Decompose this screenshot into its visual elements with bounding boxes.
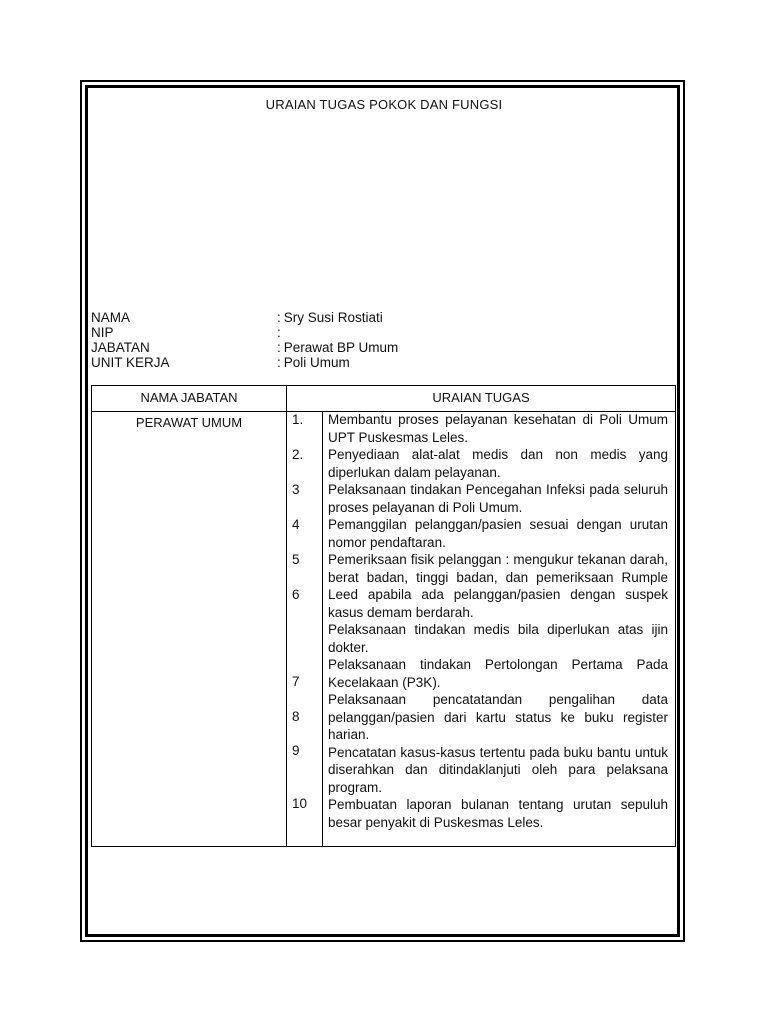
task-item: Penyediaan alat-alat medis dan non medis yang diperlukan dalam pelayanan.: [328, 447, 668, 480]
task-number: 1.: [292, 412, 304, 427]
task-item: Pelaksanaan pencatatandan pengalihan data pelanggan/pasien dari kartu status ke buku register harian.: [328, 692, 668, 742]
task-item: Pelaksanaan tindakan medis bila diperlukan atas ijin dokter.: [328, 622, 668, 655]
info-row-unit-kerja: UNIT KERJA : Poli Umum: [91, 355, 350, 370]
duties-table: [91, 385, 676, 847]
info-value: Perawat BP Umum: [283, 340, 399, 355]
info-row-nama: NAMA : Sry Susi Rostiati: [91, 310, 383, 325]
info-label: UNIT KERJA: [91, 355, 170, 370]
task-number: 7: [292, 674, 300, 689]
task-list: [328, 411, 668, 831]
table-divider: [322, 411, 323, 846]
task-number: 8: [292, 709, 300, 724]
task-item: Pembuatan laporan bulanan tentang urutan sepuluh besar penyakit di Puskesmas Leles.: [328, 797, 668, 830]
task-number: 6: [292, 587, 300, 602]
task-item: Pencatatan kasus-kasus tertentu pada buku bantu untuk diserahkan dan ditindaklanjuti oleh para pelaksana program.: [328, 744, 668, 795]
task-number: 3: [292, 482, 300, 497]
header-uraian-tugas: URAIAN TUGAS: [432, 390, 530, 405]
jabatan-cell: PERAWAT UMUM: [135, 415, 243, 430]
info-label: JABATAN: [91, 340, 150, 355]
task-number: 4: [292, 517, 300, 532]
task-item: Membantu proses pelayanan kesehatan di Poli Umum UPT Puskesmas Leles.: [328, 412, 668, 445]
task-number: 9: [292, 743, 300, 758]
info-row-nip: NIP :: [91, 325, 281, 340]
employee-info: [91, 310, 491, 370]
document-title: URAIAN TUGAS POKOK DAN FUNGSI: [265, 97, 503, 112]
task-number: 5: [292, 552, 300, 567]
info-value: Sry Susi Rostiati: [283, 310, 383, 325]
task-item: Pelaksanaan tindakan Pencegahan Infeksi pada seluruh proses pelayanan di Poli Umum.: [328, 482, 668, 515]
task-number: 2.: [292, 447, 304, 462]
info-value: Poli Umum: [283, 355, 350, 370]
table-divider: [286, 386, 287, 846]
task-number: 10: [292, 796, 308, 811]
info-row-jabatan: JABATAN : Perawat BP Umum: [91, 340, 399, 355]
task-item: Pelaksanaan tindakan Pertolongan Pertama Pada Kecelakaan (P3K).: [328, 657, 668, 690]
header-nama-jabatan: NAMA JABATAN: [140, 390, 238, 405]
task-item: Pemanggilan pelanggan/pasien sesuai dengan urutan nomor pendaftaran.: [328, 517, 668, 550]
info-label: NIP: [91, 325, 114, 340]
task-item: Pemeriksaan fisik pelanggan : mengukur tekanan darah, berat badan, tinggi badan, dan pemeriksaan Rumple Leed apabila ada pelanggan/pasien dengan suspek kasus demam berdarah.: [328, 552, 668, 620]
info-label: NAMA: [91, 310, 131, 325]
